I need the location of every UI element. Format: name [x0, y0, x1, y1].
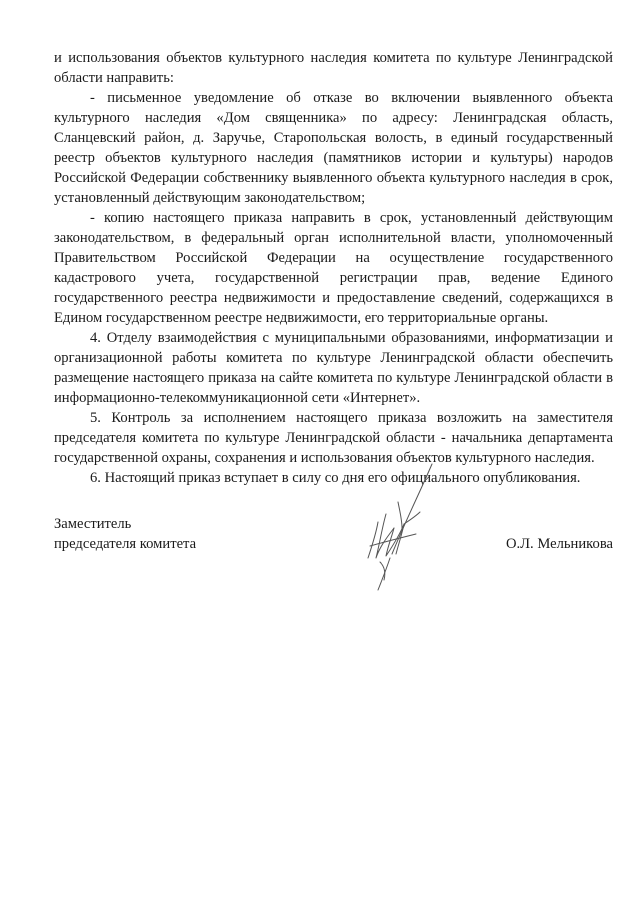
signer-name: О.Л. Мельникова: [505, 536, 613, 552]
signer-title-line-2: председателя комитета: [54, 536, 197, 552]
paragraph-copy: - копию настоящего приказа направить в срок, установленный действующим законодательством, в федеральный орган исполнительной власти, уполномоченный Правительством Российской Федерации на осуществление государственного кадастрового учета, государственной регистрации прав, ведение Единого государственного реестра недвижимости и предоставление сведений, содержащихся в Едином государственном реестре недвижимости, его территориальные органы.: [54, 210, 613, 326]
paragraph-intro: и использования объектов культурного наследия комитета по культуре Ленинградской области направить:: [54, 50, 613, 86]
paragraph-item-6: 6. Настоящий приказ вступает в силу со дня его официального опубликования.: [90, 470, 581, 486]
paragraph-item-5: 5. Контроль за исполнением настоящего приказа возложить на заместителя председателя комитета по культуре Ленинградской области - начальника департамента государственной охраны, сохранения и использования объектов культурного наследия.: [54, 410, 613, 466]
signer-title-line-1: Заместитель: [54, 516, 132, 532]
document-body: [54, 48, 613, 488]
handwritten-signature: [350, 462, 450, 602]
paragraph-notice: - письменное уведомление об отказе во включении выявленного объекта культурного наследия «Дом священника» по адресу: Ленинградская область, Сланцевский район, д. Заручье, Старопольская волость, в единый государственный реестр объектов культурного наследия (памятников истории и культуры) народов Российской Федерации собственнику выявленного объекта культурного наследия в срок, установленный действующим законодательством;: [54, 90, 613, 206]
paragraph-item-4: 4. Отделу взаимодействия с муниципальными образованиями, информатизации и организационной работы комитета по культуре Ленинградской области обеспечить размещение настоящего приказа на сайте комитета по культуре Ленинградской области в информационно-телекоммуникационной сети «Интернет».: [54, 330, 613, 406]
